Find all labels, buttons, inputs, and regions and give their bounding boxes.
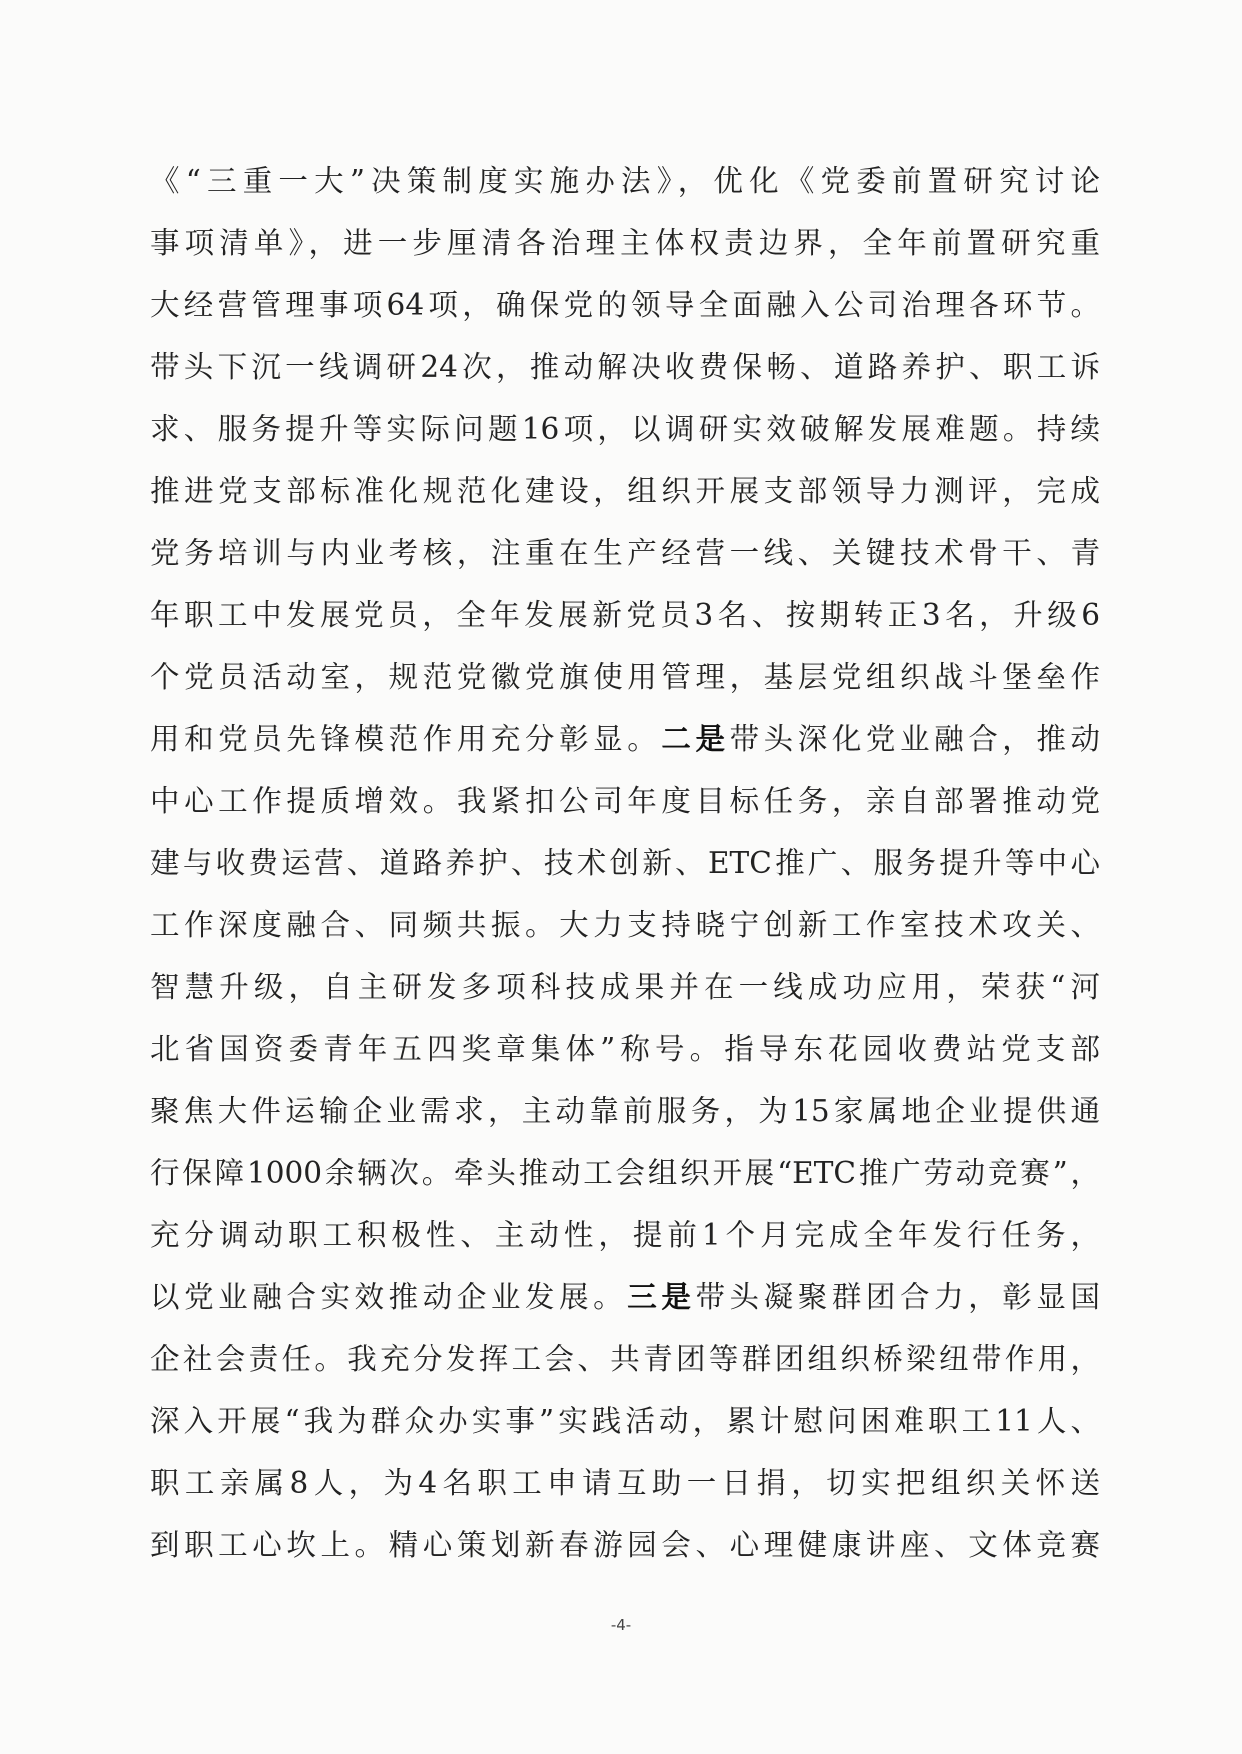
text-line: 《“三重一大”决策制度实施办法》，优化《党委前置研究讨论	[150, 164, 1100, 198]
text-line: 深入开展“我为群众办实事”实践活动，累计慰问困难职工11人、	[150, 1404, 1100, 1438]
text-segment: 带头深化党业融合，推动	[729, 722, 1100, 756]
text-line: 建与收费运营、道路养护、技术创新、ETC推广、服务提升等中心	[150, 846, 1100, 880]
text-line: 聚焦大件运输企业需求，主动靠前服务，为15家属地企业提供通	[150, 1094, 1100, 1128]
text-line	[150, 1266, 1100, 1328]
page-number: -4-	[610, 1616, 632, 1634]
text-line: 企社会责任。我充分发挥工会、共青团等群团组织桥梁纽带作用，	[150, 1342, 1100, 1376]
text-line: 行保障1000余辆次。牵头推动工会组织开展“ETC推广劳动竞赛”，	[150, 1156, 1100, 1190]
text-line: 充分调动职工积极性、主动性，提前1个月完成全年发行任务，	[150, 1218, 1100, 1252]
text-line: 年职工中发展党员，全年发展新党员3名、按期转正3名，升级6	[150, 598, 1100, 632]
text-segment: 用和党员先锋模范作用充分彰显。	[150, 722, 662, 756]
bold-marker: 二是	[661, 721, 730, 756]
text-line: 党务培训与内业考核，注重在生产经营一线、关键技术骨干、青	[150, 536, 1100, 570]
text-segment: 带头凝聚群团合力，彰显国	[695, 1280, 1100, 1314]
text-line: 中心工作提质增效。我紧扣公司年度目标任务，亲自部署推动党	[150, 784, 1100, 818]
text-line: 求、服务提升等实际问题16项，以调研实效破解发展难题。持续	[150, 412, 1100, 446]
bold-marker: 三是	[627, 1279, 696, 1314]
text-line: 北省国资委青年五四奖章集体”称号。指导东花园收费站党支部	[150, 1032, 1100, 1066]
text-line: 个党员活动室，规范党徽党旗使用管理，基层党组织战斗堡垒作	[150, 660, 1100, 694]
text-segment: 以党业融合实效推动企业发展。	[150, 1280, 628, 1314]
body-text	[150, 150, 1100, 1576]
text-line: 推进党支部标准化规范化建设，组织开展支部领导力测评，完成	[150, 474, 1100, 508]
text-line	[150, 708, 1100, 770]
text-line: 工作深度融合、同频共振。大力支持晓宁创新工作室技术攻关、	[150, 908, 1100, 942]
text-line: 到职工心坎上。精心策划新春游园会、心理健康讲座、文体竞赛	[150, 1528, 1100, 1562]
text-line: 职工亲属8人，为4名职工申请互助一日捐，切实把组织关怀送	[150, 1466, 1100, 1500]
text-line: 带头下沉一线调研24次，推动解决收费保畅、道路养护、职工诉	[150, 350, 1100, 384]
text-line: 大经营管理事项64项，确保党的领导全面融入公司治理各环节。	[150, 288, 1100, 322]
text-line: 智慧升级，自主研发多项科技成果并在一线成功应用，荣获“河	[150, 970, 1100, 1004]
text-line: 事项清单》，进一步厘清各治理主体权责边界，全年前置研究重	[150, 226, 1100, 260]
